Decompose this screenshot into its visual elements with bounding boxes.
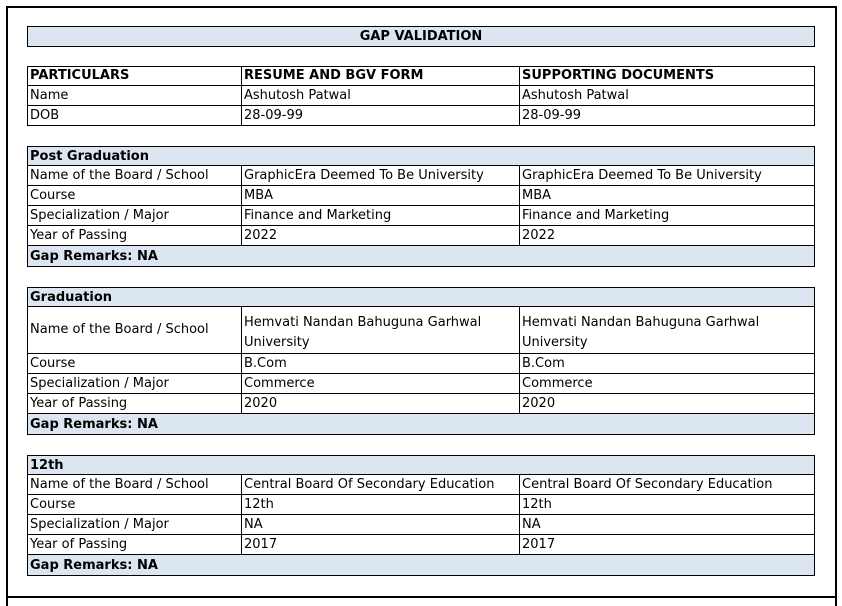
gap-remarks-row [27,246,815,267]
table-row [27,515,815,535]
row-label: Name of the Board / School [28,166,242,185]
table-row [27,186,815,206]
gap-remarks-row [27,414,815,435]
table-row [27,394,815,414]
table-row [27,495,815,515]
row-docs-value: Finance and Marketing [522,207,670,223]
section-title: Post Graduation [30,148,149,164]
row-resume-value: NA [242,515,520,534]
table-row [27,374,815,394]
row-docs-value: 12th [522,496,552,512]
row-label: Year of Passing [28,535,242,554]
row-resume-value: MBA [242,186,520,205]
table-row [27,166,815,186]
table-row [27,307,815,354]
row-label: Name of the Board / School [28,475,242,494]
row-resume-value: Commerce [242,374,520,393]
row-resume-value: 12th [242,495,520,514]
row-resume-value: Hemvati Nandan Bahuguna Garhwal University [242,307,520,353]
table-row [27,535,815,555]
row-label: DOB [28,106,242,125]
table-row [27,475,815,495]
row-docs-value: GraphicEra Deemed To Be University [522,167,762,183]
row-docs-value: Hemvati Nandan Bahuguna Garhwal University [522,315,760,350]
row-docs-value: Commerce [522,375,593,391]
row-docs-value: 2020 [522,395,556,411]
row-docs-value: NA [522,516,541,532]
row-docs-value: 2022 [522,227,556,243]
gap-remarks: Gap Remarks: NA [30,557,158,573]
row-label: Specialization / Major [28,374,242,393]
row-resume-value: 2020 [242,394,520,413]
row-resume-value: Ashutosh Patwal [242,86,520,105]
row-resume-value: GraphicEra Deemed To Be University [242,166,520,185]
bottom-rule [6,596,837,598]
row-label: Specialization / Major [28,206,242,225]
table-row [27,106,815,126]
section-header-post-graduation [27,146,815,166]
table-header-row [27,66,815,86]
row-label: Course [28,354,242,373]
title-bar [27,26,815,47]
row-resume-value: 28-09-99 [242,106,520,125]
row-docs-value: Ashutosh Patwal [522,87,629,103]
row-docs-value: 2017 [522,536,556,552]
section-header-graduation [27,287,815,307]
row-docs-value: Central Board Of Secondary Education [522,476,773,492]
row-resume-value: Central Board Of Secondary Education [242,475,520,494]
row-resume-value: Finance and Marketing [242,206,520,225]
row-label: Course [28,186,242,205]
row-docs-value: B.Com [522,355,565,371]
table-row [27,226,815,246]
section-header-12th [27,455,815,475]
table-row [27,86,815,106]
row-docs-value: MBA [522,187,552,203]
header-docs: SUPPORTING DOCUMENTS [522,68,715,83]
row-resume-value: B.Com [242,354,520,373]
header-resume: RESUME AND BGV FORM [242,67,520,85]
section-title: 12th [30,457,64,473]
header-particulars: PARTICULARS [28,67,242,85]
row-label: Specialization / Major [28,515,242,534]
row-label: Course [28,495,242,514]
gap-remarks: Gap Remarks: NA [30,248,158,264]
row-label: Year of Passing [28,226,242,245]
row-label: Year of Passing [28,394,242,413]
table-row [27,354,815,374]
gap-remarks: Gap Remarks: NA [30,416,158,432]
row-label: Name [28,86,242,105]
section-title: Graduation [30,289,113,305]
row-resume-value: 2022 [242,226,520,245]
gap-remarks-row [27,555,815,576]
row-label: Name of the Board / School [28,307,242,353]
page-title: GAP VALIDATION [359,29,483,44]
row-docs-value: 28-09-99 [522,107,582,123]
row-resume-value: 2017 [242,535,520,554]
table-row [27,206,815,226]
